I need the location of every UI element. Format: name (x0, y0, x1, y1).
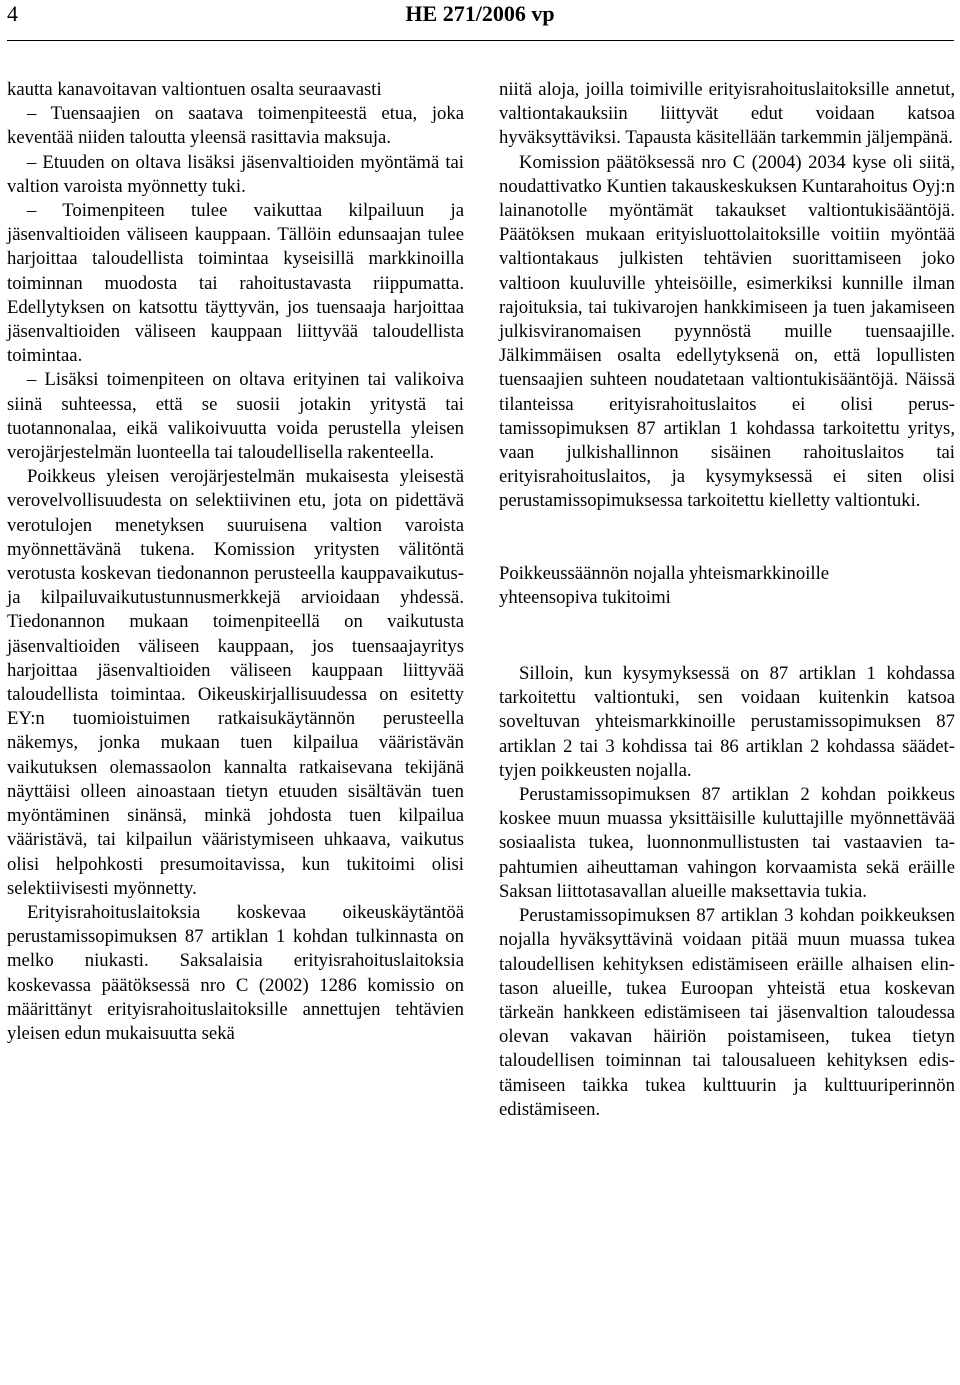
section-heading-line: Poikkeussäännön nojalla yhteismarkkinoille (499, 562, 830, 584)
section-heading (499, 562, 955, 610)
paragraph: Erityisrahoituslaitoksia koskevaa oikeuskäytäntöä perustamissopimuksen 87 artiklan 1 kohdan tulkinnasta on melko niukasti. Saksalaisia erityisrahoituslaitoksia koskevassa päätöksessä nro C (2002) 1286 komissio on määrittänyt erityisrahoituslaitoksille annettujen tehtävien yleisen edun mukaisuutta sekä (7, 901, 464, 1044)
paragraph: Silloin, kun kysymyksessä on 87 artiklan 1 kohdassa tarkoitettu valtiontuki, sen voidaan kuitenkin katsoa soveltuvan yhteismarkkinoille perustamissopimuksen 87 artiklan 2 tai 3 kohdissa tai 86 artiklan 2 kohdassa säädettyjen poikkeusten nojalla. (499, 663, 955, 781)
paragraph: Komission päätöksessä nro C (2004) 2034 kyse oli siitä, noudattivatko Kuntien takauskeskuksen Kuntarahoitus Oyj:n lainanotolle myöntämät takaukset valtiontukisääntöjä. Päätöksen mukaan erityisluottolaitoksille voitiin myöntää valtiontakaus julkisten tehtävien suorittamiseen joko valtioon kuuluville yhteisöille, esimerkiksi kunnille ilman rajoituksia, tai tukivarojen hankkimiseen ja tuen jakamiseen julkisviranomaisen pyynnöstä muille tuensaajille. Jälkimmäisen osalta edellytyksenä on, että lopullisten tuensaajien suhteen noudatetaan valtiontukisääntöjä. Näissä tilanteissa erityisrahoituslaitos ei olisi perustamissopimuksen 87 artiklan 1 kohdassa tarkoitettu yritys, vaan julkishallinnon sisäinen rahoituslaitos tai erityisrahoituslaitos, ja kysymyksessä ei siten olisi perustamissopimuksessa tarkoitettu kielletty valtiontuki. (499, 151, 955, 512)
document-id: HE 271/2006 vp (405, 1, 555, 26)
section-heading-line: yhteensopiva tukitoimi (499, 586, 671, 608)
paragraph: Perustamissopimuksen 87 artiklan 2 kohdan poikkeus koskee muun muassa yksittäisille kuluttajille myönnettävää sosiaalista tukea, luonnonmullistusten tai vastaavien tapahtumien aiheuttaman vahingon korvaamista sekä eräille Saksan liittotasavallan alueille maksettavia tukia. (499, 784, 955, 902)
paragraph: Perustamissopimuksen 87 artiklan 3 kohdan poikkeuksen nojalla hyväksyttävinä voidaan pitää muun muassa tukea taloudellisen kehityksen edistämiseen eräille alhaisen elintason alueille, tukea Euroopan yhteistä etua koskevan tärkeän hankkeen edistämiseen tai jäsenvaltion taloudessa olevan vakavan häiriön poistamiseen, tukea tietyn taloudellisen toiminnan tai talousalueen kehityksen edistämiseen taikka tukea kulttuurin ja kulttuuriperinnön edistämiseen. (499, 905, 955, 1120)
paragraph: niitä aloja, joilla toimiville erityisrahoituslaitoksille annetut, valtiontakauksiin liittyvät edut voidaan katsoa hyväksyttäviksi. Tapausta käsitellään tarkemmin jäljempänä. (499, 79, 955, 149)
dash-item: – Lisäksi toimenpiteen on oltava erityinen tai valikoiva siinä suhteessa, että se suosii jotakin yritystä tai tuotannonalaa, eikä valikoivuutta voida perustella yleisen verojärjestelmän luonteella tai taloudellisella rakenteella. (7, 369, 464, 464)
dash-item: – Toimenpiteen tulee vaikuttaa kilpailuun ja jäsenvaltioiden väliseen kauppaan. Tällöin edunsaajan tulee harjoittaa taloudellista toimintaa kyseisillä markkinoilla toiminnan muodosta tai rahoitustavasta riippumatta. Edellytyksen on katsottu täyttyvän, jos tuensaaja harjoittaa jäsenvaltioiden väliseen kauppaan liittyvää taloudellista toimintaa. (7, 200, 464, 367)
left-column (7, 78, 464, 1046)
paragraph: kautta kanavoitavan valtiontuen osalta seuraavasti (7, 79, 382, 100)
dash-item: – Etuuden on oltava lisäksi jäsenvaltioiden myöntämä tai valtion varoista myönnetty tuki. (7, 151, 464, 197)
right-column (499, 78, 955, 1122)
header-rule (7, 40, 954, 41)
dash-item: – Tuensaajien on saatava toimenpiteestä etua, joka keventää niiden taloutta yleensä rasittavia maksuja. (7, 103, 464, 149)
paragraph: Poikkeus yleisen verojärjestelmän mukaisesta yleisestä verovelvollisuudesta on selektiivinen etu, jota on pidettävä verotulojen menetyksen suuruisena valtion varoista myönnettävänä tukena. Komission yritysten välitöntä verotusta koskevan tiedonannon perusteella kauppavaikutus- ja kilpailuvaikutustunnusmerkkejä arvioidaan yhdessä. Tiedonannon mukaan toimenpiteellä on vaikutusta jäsenvaltioiden väliseen kauppaan, jos tuensaajayritys harjoittaa jäsenvaltioiden väliseen kauppaan liittyvää taloudellista toimintaa. Oikeuskirjallisuudessa on esitetty EY:n tuomioistuimen ratkaisukäytännön perusteella näkemys, jonka mukaan tuen kilpailua vääristävän vaikutuksen olemassaolon kannalta ratkaisevana tekijänä näyttäisi olleen ainoastaan tietyn etuuden sisältävän tuen myöntäminen sinänsä, minkä johdosta tuen kilpailua vääristävä, tai kilpailun vääristymiseen uhkaava, vaikutus olisi helpohkosti presumoitavissa, kun tukitoimi olisi selektiivisesti myönnetty. (7, 466, 464, 899)
page-header (0, 0, 960, 46)
page-number: 4 (7, 1, 18, 26)
